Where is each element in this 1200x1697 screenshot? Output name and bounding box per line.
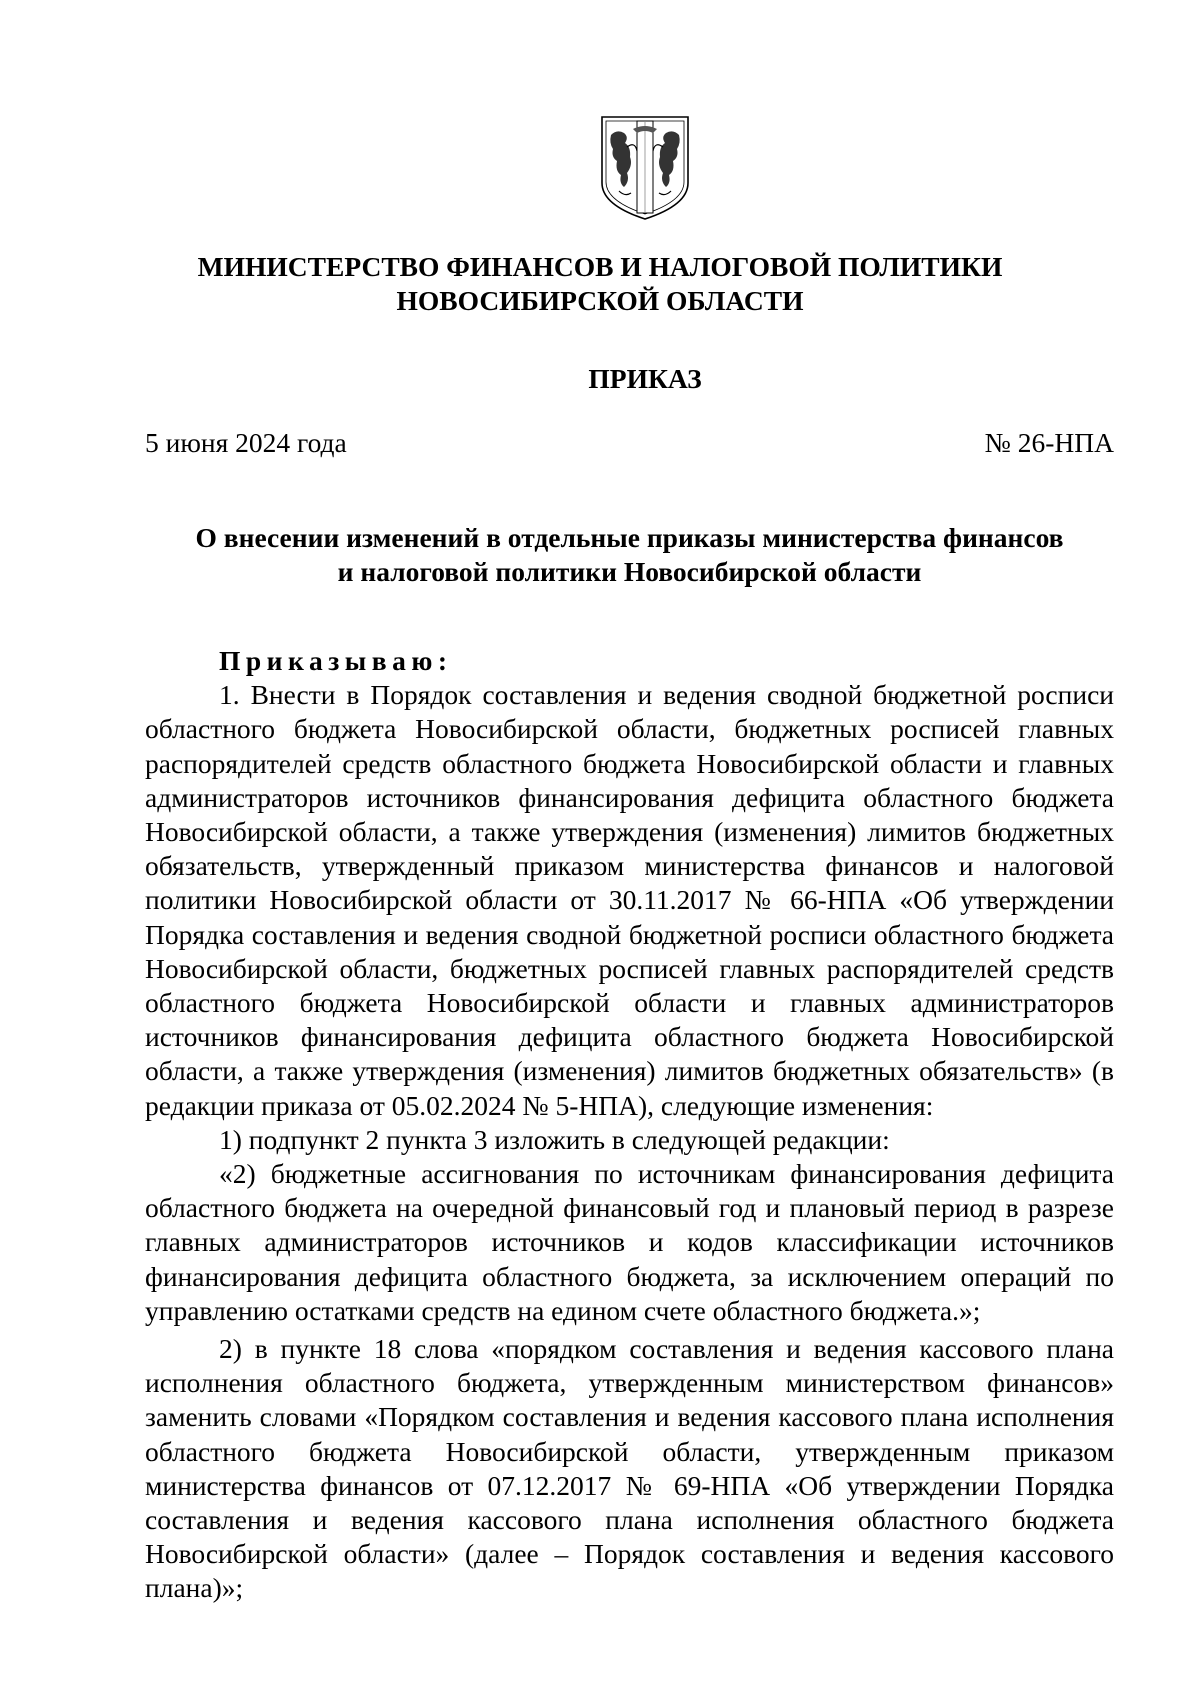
document-date: 5 июня 2024 года: [145, 427, 347, 458]
subject-line-1: О внесении изменений в отдельные приказы министерства финансов: [195, 522, 1064, 553]
ministry-line-2: НОВОСИБИРСКОЙ ОБЛАСТИ: [396, 285, 804, 316]
document-number: № 26-НПА: [984, 427, 1114, 458]
coat-of-arms-icon: [597, 113, 693, 223]
ministry-line-1: МИНИСТЕРСТВО ФИНАНСОВ И НАЛОГОВОЙ ПОЛИТИКИ: [197, 251, 1003, 282]
document-type: ПРИКАЗ: [588, 363, 702, 394]
ministry-name: [0, 250, 1200, 318]
paragraph-4: 2) в пункте 18 слова «порядком составления и ведения кассового плана исполнения областного бюджета, утвержденным министерством финансов» заменить словами «Порядком составления и ведения кассового плана исполнения областного бюджета Новосибирской области, утвержденным приказом министерства финансов от 07.12.2017 № 69-НПА «Об утверждении Порядка составления и ведения кассового плана исполнения областного бюджета Новосибирской области» (далее – Порядок составления и ведения кассового плана)»;: [145, 1333, 1114, 1604]
document-subject: [145, 521, 1114, 589]
paragraph-3: «2) бюджетные ассигнования по источникам финансирования дефицита областного бюджета на очередной финансовый год и плановый период в разрезе главных администраторов источников и кодов классификации источников финансирования дефицита областного бюджета, за исключением операций по управлению остатками средств на едином счете областного бюджета.»;: [145, 1158, 1114, 1326]
paragraph-1: 1. Внести в Порядок составления и ведения сводной бюджетной росписи областного бюджета Новосибирской области, бюджетных росписей главных распорядителей средств областного бюджета Новосибирской области и главных администраторов источников финансирования дефицита областного бюджета Новосибирской области, а также утверждения (изменения) лимитов бюджетных обязательств, утвержденный приказом министерства финансов и налоговой политики Новосибирской области от 30.11.2017 № 66-НПА «Об утверждении Порядка составления и ведения сводной бюджетной росписи областного бюджета Новосибирской области, бюджетных росписей главных распорядителей средств областного бюджета Новосибирской области и главных администраторов источников финансирования дефицита областного бюджета Новосибирской области, а также утверждения (изменения) лимитов бюджетных обязательств» (в редакции приказа от 05.02.2024 № 5-НПА), следующие изменения:: [145, 679, 1114, 1121]
subject-line-2: и налоговой политики Новосибирской области: [337, 556, 922, 587]
paragraph-2: 1) подпункт 2 пункта 3 изложить в следующей редакции:: [219, 1123, 890, 1155]
decree-heading: Приказываю:: [219, 645, 453, 676]
document-body: [145, 644, 1114, 1606]
